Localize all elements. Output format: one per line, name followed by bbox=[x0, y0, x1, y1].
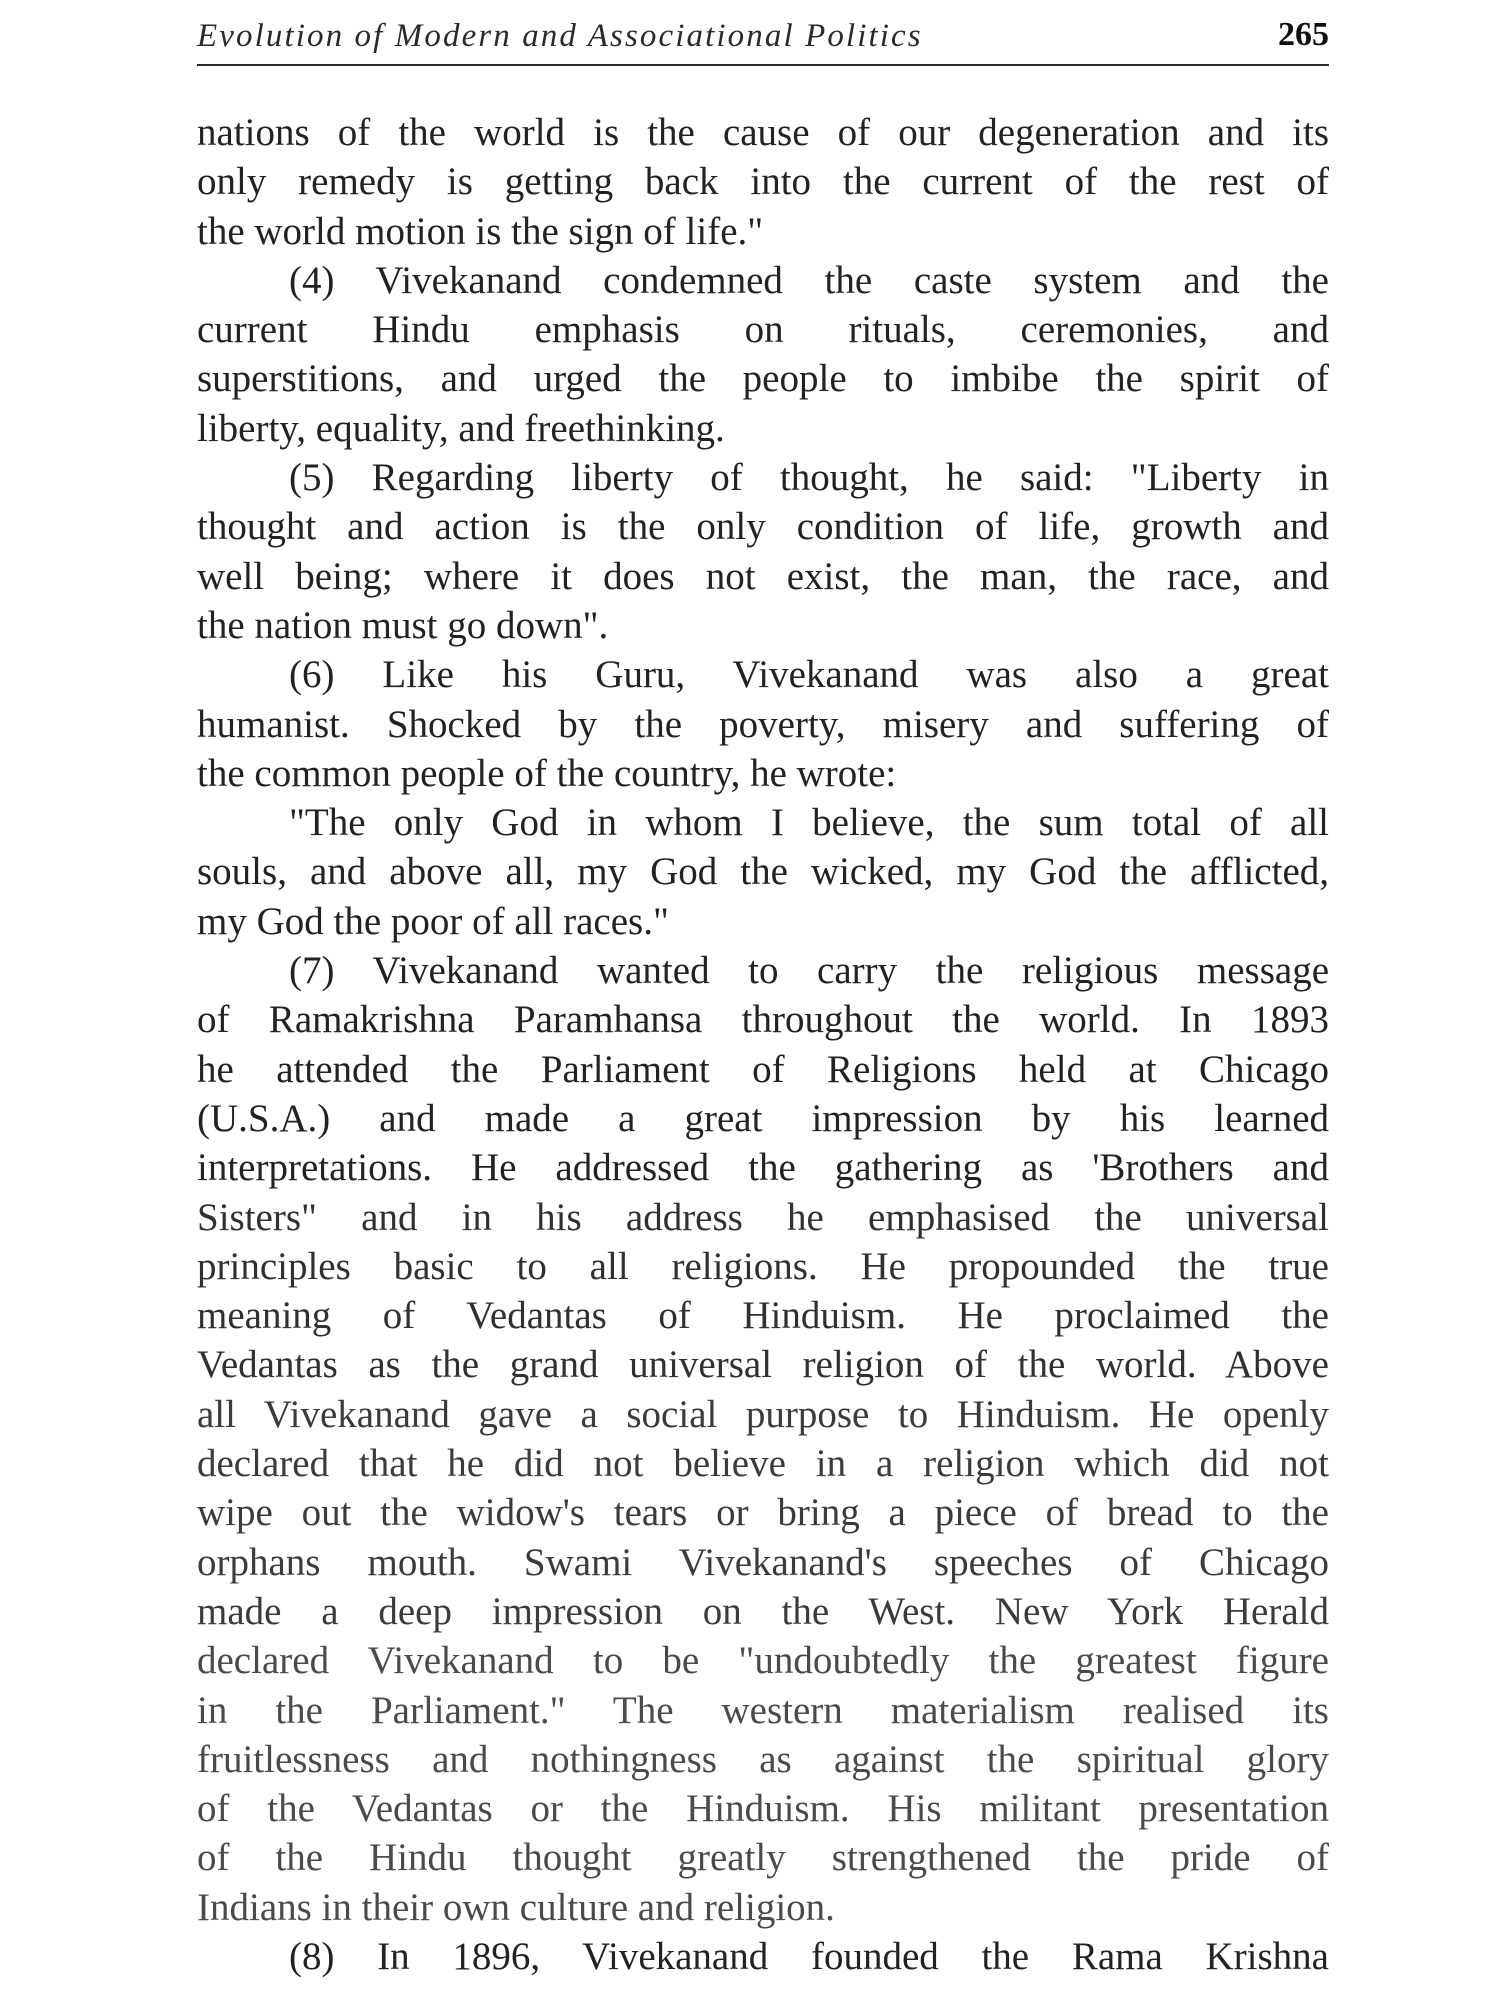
text-line: the common people of the country, he wrote: bbox=[197, 751, 897, 795]
text-line: in the Parliament." The western materialism realised its bbox=[197, 1688, 1329, 1732]
text-line: humanist. Shocked by the poverty, misery and suffering of bbox=[197, 702, 1329, 746]
text-line: wipe out the widow's tears or bring a piece of bread to the bbox=[197, 1491, 1329, 1535]
page-header bbox=[197, 14, 1329, 66]
text-line: (U.S.A.) and made a great impression by his learned bbox=[197, 1096, 1329, 1140]
text-line: well being; where it does not exist, the man, the race, and bbox=[197, 554, 1329, 598]
text-line: of the Hindu thought greatly strengthened the pride of bbox=[197, 1836, 1329, 1880]
text-line: fruitlessness and nothingness as against the spiritual glory bbox=[197, 1737, 1329, 1781]
text-line: he attended the Parliament of Religions held at Chicago bbox=[197, 1047, 1329, 1091]
text-line: meaning of Vedantas of Hinduism. He proclaimed the bbox=[197, 1294, 1329, 1338]
paragraph-5-start: (5) Regarding liberty of thought, he said: "Liberty in bbox=[289, 456, 1329, 500]
text-line: nations of the world is the cause of our degeneration and its bbox=[197, 111, 1329, 154]
text-line: only remedy is getting back into the current of the rest of bbox=[197, 160, 1329, 204]
text-line: made a deep impression on the West. New York Herald bbox=[197, 1589, 1329, 1633]
text-line: of the Vedantas or the Hinduism. His militant presentation bbox=[197, 1787, 1329, 1831]
text-line: declared Vivekanand to be "undoubtedly the greatest figure bbox=[197, 1639, 1329, 1683]
text-line: the nation must go down". bbox=[197, 603, 609, 647]
paragraph-8-start: (8) In 1896, Vivekanand founded the Rama Krishna bbox=[289, 1934, 1329, 1978]
quote-line: souls, and above all, my God the wicked, my God the afflicted, bbox=[197, 850, 1329, 894]
text-line: declared that he did not believe in a religion which did not bbox=[197, 1442, 1329, 1486]
running-title: Evolution of Modern and Associational Politics bbox=[197, 18, 923, 54]
text-line: Indians in their own culture and religion. bbox=[197, 1885, 835, 1929]
text-line: principles basic to all religions. He propounded the true bbox=[197, 1244, 1329, 1288]
text-line: the world motion is the sign of life." bbox=[197, 209, 764, 253]
paragraph-6-start: (6) Like his Guru, Vivekanand was also a great bbox=[289, 653, 1329, 697]
text-line: interpretations. He addressed the gathering as 'Brothers and bbox=[197, 1146, 1329, 1190]
quote-start: "The only God in whom I believe, the sum total of all bbox=[289, 801, 1329, 845]
text-line: orphans mouth. Swami Vivekanand's speeches of Chicago bbox=[197, 1540, 1329, 1584]
text-line: superstitions, and urged the people to imbibe the spirit of bbox=[197, 357, 1329, 401]
text-line: thought and action is the only condition of life, growth and bbox=[197, 505, 1329, 549]
text-line: all Vivekanand gave a social purpose to Hinduism. He openly bbox=[197, 1392, 1329, 1436]
text-line: liberty, equality, and freethinking. bbox=[197, 406, 725, 450]
paragraph-7-start: (7) Vivekanand wanted to carry the religious message bbox=[289, 949, 1329, 993]
text-line: current Hindu emphasis on rituals, ceremonies, and bbox=[197, 308, 1329, 352]
body-text bbox=[197, 108, 1329, 1981]
text-line: Sisters" and in his address he emphasised the universal bbox=[197, 1195, 1329, 1239]
text-line: Vedantas as the grand universal religion of the world. Above bbox=[197, 1343, 1329, 1387]
page-number: 265 bbox=[1278, 16, 1329, 53]
quote-line: my God the poor of all races." bbox=[197, 899, 669, 943]
text-line: of Ramakrishna Paramhansa throughout the world. In 1893 bbox=[197, 998, 1329, 1042]
paragraph-4-start: (4) Vivekanand condemned the caste system and the bbox=[289, 258, 1329, 302]
